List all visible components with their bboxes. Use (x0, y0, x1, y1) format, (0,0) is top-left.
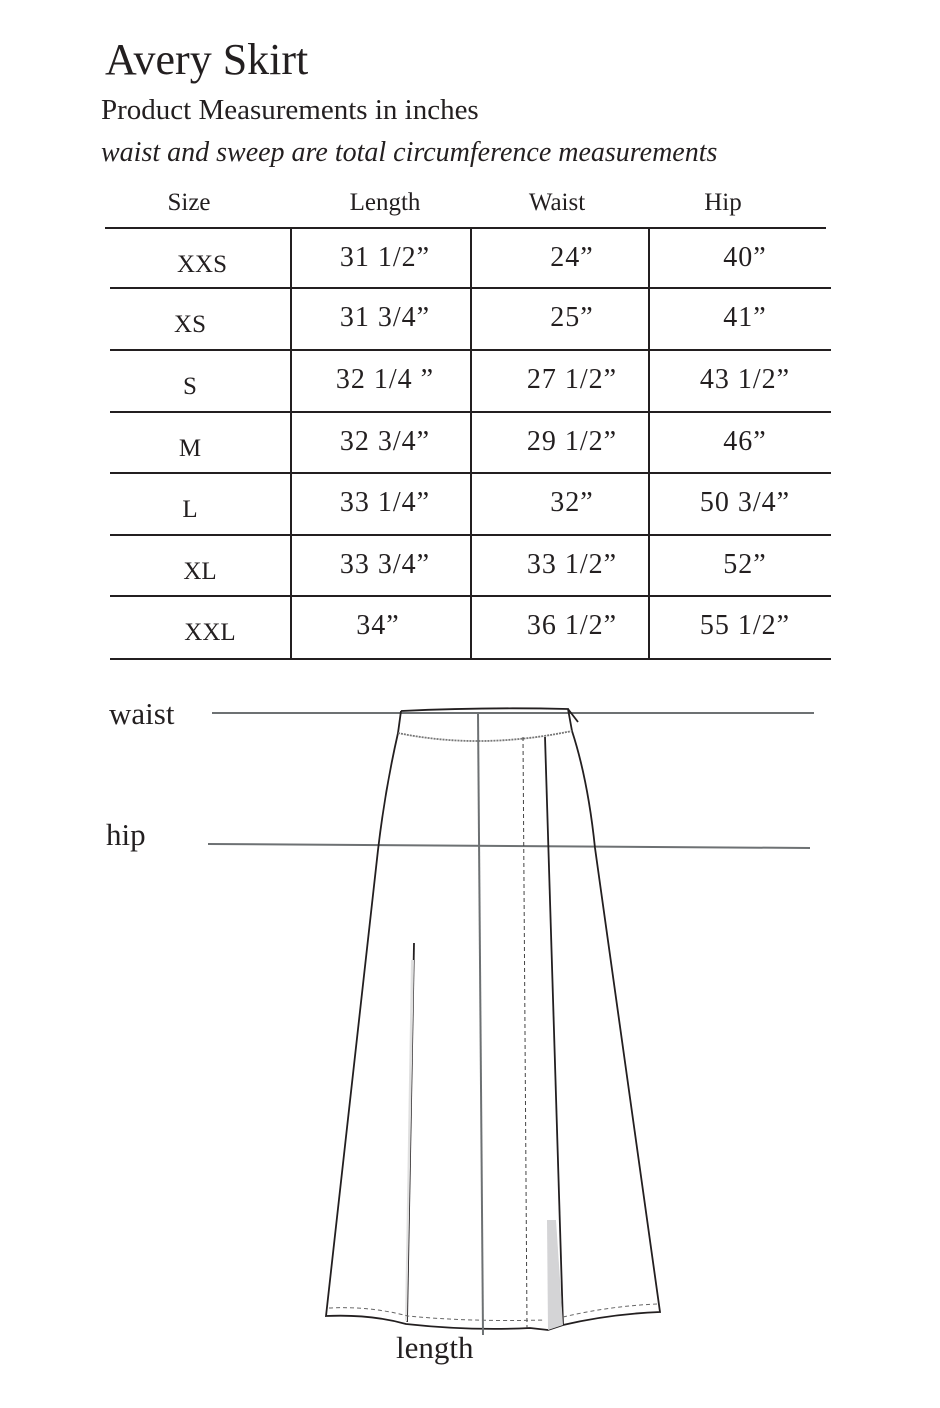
header-waist: Waist (528, 189, 586, 216)
table-cell-waist: 27 1/2” (526, 364, 618, 395)
length-measure-line (478, 713, 483, 1335)
table-cell-waist: 29 1/2” (526, 426, 618, 457)
table-cell-waist: 25” (550, 302, 594, 333)
table-cell-waist: 24” (550, 242, 594, 273)
size-cell: XS (174, 311, 206, 338)
size-cell: M (178, 435, 202, 462)
size-cell: S (183, 373, 197, 400)
skirt-outline (326, 708, 660, 1330)
table-cell-length: 33 3/4” (339, 549, 431, 580)
page-title: Avery Skirt (105, 35, 309, 84)
header-length: Length (349, 189, 421, 216)
table-cell-length: 34” (356, 610, 400, 641)
slit-shade-left (405, 960, 414, 1322)
table-cell-hip: 40” (723, 242, 767, 273)
table-cell-waist: 32” (550, 487, 594, 518)
table-cell-length: 32 1/4 ” (335, 364, 435, 395)
size-cell: L (182, 496, 198, 523)
table-cell-hip: 55 1/2” (699, 610, 791, 641)
waist-label: waist (109, 696, 175, 731)
hip-label: hip (106, 817, 146, 852)
table-cell-hip: 43 1/2” (699, 364, 791, 395)
measurement-note: waist and sweep are total circumference measurements (101, 137, 718, 168)
table-cell-length: 31 1/2” (339, 242, 431, 273)
table-cell-hip: 50 3/4” (699, 487, 791, 518)
table-cell-hip: 41” (723, 302, 767, 333)
table-cell-length: 31 3/4” (339, 302, 431, 333)
center-dashed-seam (523, 737, 527, 1328)
header-size: Size (167, 189, 211, 216)
size-cell: XL (183, 558, 217, 585)
length-label: length (396, 1330, 474, 1365)
table-cell-hip: 46” (723, 426, 767, 457)
table-cell-length: 32 3/4” (339, 426, 431, 457)
header-hip: Hip (704, 189, 742, 216)
table-cell-waist: 33 1/2” (526, 549, 618, 580)
size-cell: XXS (176, 251, 228, 278)
hip-measure-line (208, 844, 810, 848)
subtitle: Product Measurements in inches (101, 94, 479, 126)
table-cell-waist: 36 1/2” (526, 610, 618, 641)
table-cell-length: 33 1/4” (339, 487, 431, 518)
table-cell-hip: 52” (723, 549, 767, 580)
size-cell: XXL (184, 619, 236, 646)
